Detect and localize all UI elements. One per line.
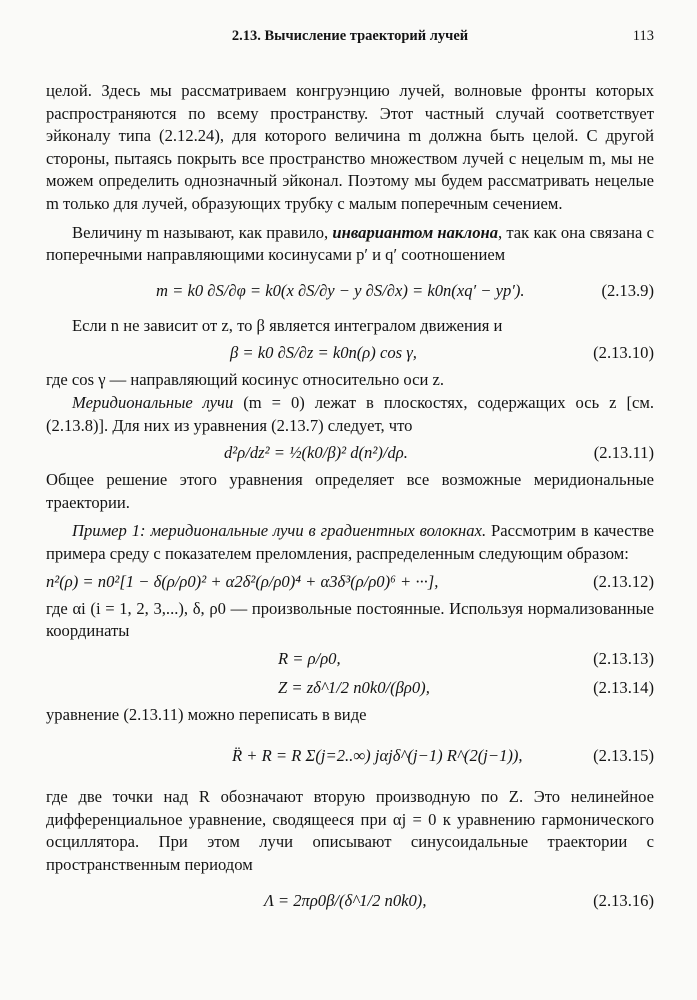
- equation-2-13-9: [46, 269, 654, 313]
- equation-formula: d²ρ/dz² = ½(k0/β)² d(n²)/dρ.: [224, 443, 408, 463]
- equation-formula: R = ρ/ρ0,: [278, 648, 341, 668]
- term-slope-invariant: инвариантом наклона: [332, 222, 498, 242]
- paragraph-1: целой. Здесь мы рассматриваем конгруэнцию лучей, волновые фронты которых распространяются по всему пространству. Этот частный случай соответствует эйконалу типа (2.12.24), для которого величина m должна быть целой. С другой стороны, пытаясь покрыть все пространство множеством лучей с нецелым m, мы не можем определить однозначный эйконал. Поэтому мы будем рассматривать нецелые m только для лучей, образующих трубку с малым поперечным сечением.: [46, 81, 654, 213]
- paragraph-7-end: Рассмотрим в качестве примера среду с показателем преломления, распределенным следующим образом:: [46, 521, 655, 563]
- paragraph-10: где две точки над R обозначают вторую производную по Z. Это нелинейное дифференциальное уравнение, сводящееся при αj = 0 к уравнению гармонического осциллятора. При этом лучи описывают синусоидальные траектории с пространственным периодом: [46, 787, 654, 875]
- equation-number: (2.13.10): [593, 343, 654, 363]
- equation-number: (2.13.13): [593, 648, 654, 668]
- equation-number: (2.13.9): [601, 280, 654, 300]
- equation-formula: n²(ρ) = n0²[1 − δ(ρ/ρ0)² + α2δ²(ρ/ρ0)⁴ + α3δ³(ρ/ρ0)⁶ + ···],: [46, 571, 439, 591]
- paragraph-8: где αi (i = 1, 2, 3,...), δ, ρ0 — произвольные постоянные. Используя нормализованные координаты: [46, 598, 654, 641]
- section-title: 2.13. Вычисление траекторий лучей: [231, 28, 469, 44]
- equation-2-13-10: [46, 340, 654, 366]
- equation-formula: Z = zδ^1/2 n0k0/(βρ0),: [278, 677, 430, 697]
- paragraph-2-start: Величину m называют, как правило,: [72, 222, 333, 242]
- page-body: [46, 80, 654, 925]
- equation-formula: Λ = 2πρ0β/(δ^1/2 n0k0),: [264, 890, 427, 910]
- equation-number: (2.13.11): [593, 443, 654, 463]
- term-meridional-rays: Меридиональные лучи: [72, 392, 234, 412]
- equation-2-13-12: [46, 569, 654, 595]
- equation-formula: R̈ + R = R Σ(j=2..∞) jαjδ^(j−1) R^(2(j−1)),: [232, 746, 523, 766]
- paragraph-2-end: , так как она связана с поперечными направляющими косинусами p′ и q′ соотношением: [46, 222, 654, 265]
- equation-formula: m = k0 ∂S/∂φ = k0(x ∂S/∂y − y ∂S/∂x) = k0n(xq′ − yp′).: [156, 280, 525, 300]
- equation-number: (2.13.15): [593, 746, 654, 766]
- equation-formula: β = k0 ∂S/∂z = k0n(ρ) cos γ,: [230, 343, 417, 363]
- equation-2-13-14: [46, 675, 654, 701]
- paragraph-5: [46, 392, 654, 437]
- page-number: 113: [632, 28, 654, 44]
- paragraph-6: Общее решение этого уравнения определяет все возможные меридиональные траектории.: [46, 470, 654, 512]
- running-header: [46, 28, 654, 50]
- paragraph-7: [46, 520, 654, 565]
- paragraph-2: [46, 222, 654, 267]
- equation-2-13-16: [46, 879, 654, 923]
- paragraph-9: уравнение (2.13.11) можно переписать в виде: [46, 704, 367, 724]
- equation-number: (2.13.14): [593, 677, 654, 697]
- paragraph-3: Если n не зависит от z, то β является интегралом движения и: [72, 315, 503, 335]
- paragraph-4: где cos γ — направляющий косинус относительно оси z.: [46, 370, 445, 390]
- example-1-title: Пример 1: меридиональные лучи в градиентных волокнах.: [72, 521, 487, 541]
- equation-number: (2.13.12): [593, 571, 654, 591]
- equation-2-13-15: [46, 730, 654, 782]
- paragraph-5-end: (m = 0) лежат в плоскостях, содержащих ось z [см. (2.13.8)]. Для них из уравнения (2.13.7) следует, что: [46, 392, 654, 435]
- equation-2-13-13: [46, 646, 654, 672]
- equation-number: (2.13.16): [593, 890, 654, 910]
- equation-2-13-11: [46, 440, 654, 466]
